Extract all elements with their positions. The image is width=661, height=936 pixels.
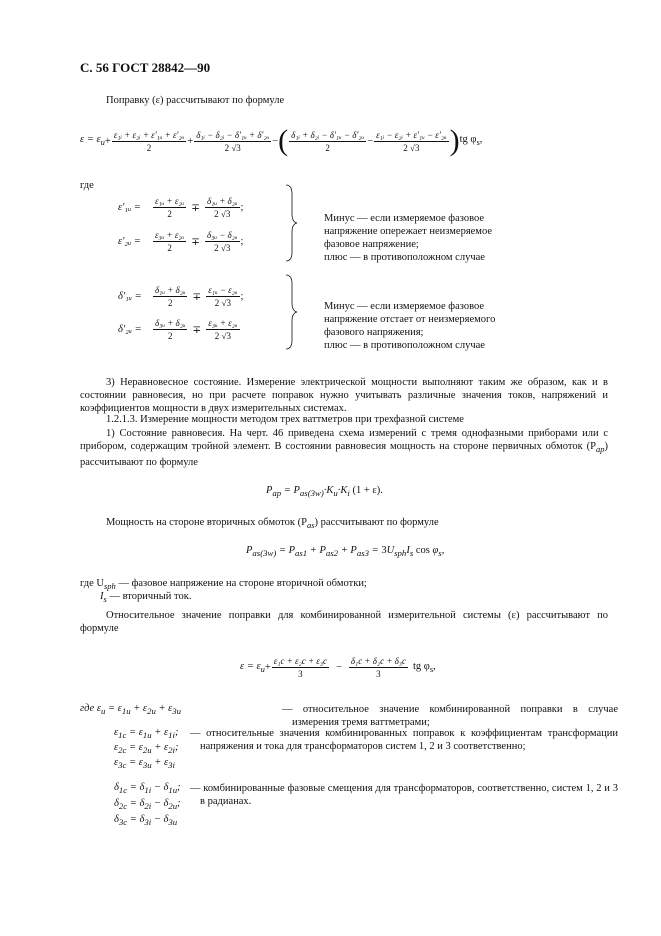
paragraph-correction-intro: Поправку (ε) рассчитывают по формуле: [106, 95, 285, 106]
fraction-4: $\frac{\text{ε₁ᵢ − ε₂ᵢ + ε′₁ᵤ − ε′₂ᵤ}}{2 √3}$: [376, 129, 447, 153]
fraction-1: $\frac{\text{ε₁ᵢ + ε₂ᵢ + ε′₁ᵤ + ε′₂ᵤ}}{2}$: [113, 129, 185, 153]
where-label-1: где: [80, 180, 94, 191]
where-eps-3c: $\varepsilon_{3c} = \varepsilon_{3u} + \varepsilon_{3i}$: [114, 757, 175, 771]
formula-eps2u: ε′₂ᵤ = $\frac{\text{ε₃ᵤ + ε₂ᵤ}}{2}$ ∓ $\frac{\text{δ₃ᵤ − δ₂ᵤ}}{2 √3}$ ;: [118, 230, 244, 253]
note-sign-b: Минус — если измеряемое фазовое напряжение отстает от неизмеряемого фазового напряжения; плюс — в противоположном случае: [324, 301, 496, 351]
where-eps-1c: $\varepsilon_{1c} = \varepsilon_{1u} + \varepsilon_{1i}$;: [114, 727, 179, 741]
formula-secondary-power: $P_{as(3w)} = P_{as1} + P_{as2} + P_{as3} = 3U_{sph}I_s$ $\cos \varphi_s$,: [246, 545, 445, 559]
page-header: С. 56 ГОСТ 28842—90: [80, 60, 211, 75]
where-usph: где $U_{sph}$ — фазовое напряжение на стороне вторичной обмотки;: [80, 578, 367, 592]
paragraph-combined-correction: Относительное значение поправки для комбинированной измерительной системы (ε) рассчитывают по формуле: [80, 610, 608, 634]
where-eps-c-desc: — относительные значения комбинированных поправок к коэффициентам трансформации напряжения и тока для трансформаторов систем 1, 2 и 3 соответственно;: [190, 728, 618, 752]
formula-correction: $\varepsilon = \varepsilon_u$ + $\frac{\text{ε₁ᵢ + ε₂ᵢ + ε′₁ᵤ + ε′₂ᵤ}}{2}$ + $\frac{\text{δ₁ᵢ − δ₂ᵢ − δ′₁ᵤ + δ′₂ᵤ}}{2 √3}$ − ( $\frac{\text{δ₁ᵢ + δ₂ᵢ − δ′₁ᵤ − δ′₂ᵤ}}{2}$ − $\frac{\text{ε₁ᵢ − ε₂ᵢ + ε′₁ᵤ − ε′₂ᵤ}}{2 √3}$ ) tg $\varphi_s$,: [80, 124, 483, 157]
where-eps-2c: $\varepsilon_{2c} = \varepsilon_{2u} + \varepsilon_{2i}$;: [114, 742, 179, 756]
right-brace-b: [284, 274, 298, 350]
section-heading-1213: 1.2.1.3. Измерение мощности методом трех ваттметров при трехфазной системе: [106, 414, 464, 425]
formula-delta1u: δ′₁ᵤ = $\frac{\text{δ₁ᵤ + δ₂ᵤ}}{2}$ ∓ $\frac{\text{ε₁ᵤ − ε₂ᵤ}}{2 √3}$ ;: [118, 285, 244, 308]
where-eps-u-desc: — относительное значение комбинированной поправки в случае измерения тремя ваттметрами;: [282, 704, 618, 728]
formula-delta2u: δ′₂ᵤ = $\frac{\text{δ₃ᵤ + δ₂ᵤ}}{2}$ ∓ $\frac{\text{ε₃ᵤ + ε₂ᵤ}}{2 √3}$: [118, 318, 238, 341]
where-delta-c-desc: — комбинированные фазовые смещения для трансформаторов, соответственно, систем 1, 2 и 3 в радианах.: [190, 783, 618, 807]
where-delta-1c: $\delta_{1c} = \delta_{1i} - \delta_{1u}$;: [114, 782, 181, 796]
paragraph-secondary-power: Мощность на стороне вторичных обмоток $(P_{as})$ рассчитывают по формуле: [106, 517, 439, 531]
fraction-2: $\frac{\text{δ₁ᵢ − δ₂ᵢ − δ′₁ᵤ + δ′₂ᵤ}}{2 √3}$: [196, 129, 270, 153]
formula-combined-correction: $\varepsilon = \varepsilon_u$ + $\frac{\text{ε₁c + ε₂c + ε₃c}}{3}$ − $\frac{\text{δ₁c + δ₂c + δ₃c}}{3}$ tg $\varphi_s$,: [240, 656, 436, 679]
formula-primary-power: $P_{ap} = P_{as(3w)}\cdot K_u\cdot K_i$ (1 + ε).: [266, 485, 383, 499]
formula-eps1u: ε′₁ᵤ = $\frac{\text{ε₁ᵤ + ε₂ᵤ}}{2}$ ∓ $\frac{\text{δ₁ᵤ + δ₂ᵤ}}{2 √3}$ ;: [118, 196, 244, 219]
paragraph-balanced-state: 1) Состояние равновесия. На черт. 46 приведена схема измерений с тремя однофазными приборами или с прибором, содержащим тройной элемент. В состоянии равновесия мощность на стороне первичных обмоток $(P_{ap})$ рассчитывают по формуле: [80, 428, 608, 469]
where-delta-3c: $\delta_{3c} = \delta_{3i} - \delta_{3u}$: [114, 814, 178, 828]
right-brace-a: [284, 184, 298, 262]
where-delta-2c: $\delta_{2c} = \delta_{2i} - \delta_{2u}$;: [114, 798, 181, 812]
formula-tail: tg $\varphi_s$,: [459, 134, 483, 148]
where-is: $I_s$ — вторичный ток.: [100, 591, 192, 605]
note-sign-a: Минус — если измеряемое фазовое напряжение опережает неизмеряемое фазовое напряжение; плюс — в противоположном случае: [324, 213, 492, 263]
where-eps-u: где $\varepsilon_u = \varepsilon_{1u} + \varepsilon_{2u} + \varepsilon_{3u}$: [80, 703, 182, 717]
fraction-3: $\frac{\text{δ₁ᵢ + δ₂ᵢ − δ′₁ᵤ − δ′₂ᵤ}}{2}$: [291, 129, 365, 153]
formula-lhs: $\varepsilon = \varepsilon_u$: [80, 134, 105, 148]
paragraph-unbalanced: 3) Неравновесное состояние. Измерение электрической мощности выполняют таким же образом, как и в состоянии равновесия, но при расчете поправок нужно учитывать различные значения токов, напряжений и коэффициентов мощности в двух измерительных системах.: [80, 377, 608, 414]
